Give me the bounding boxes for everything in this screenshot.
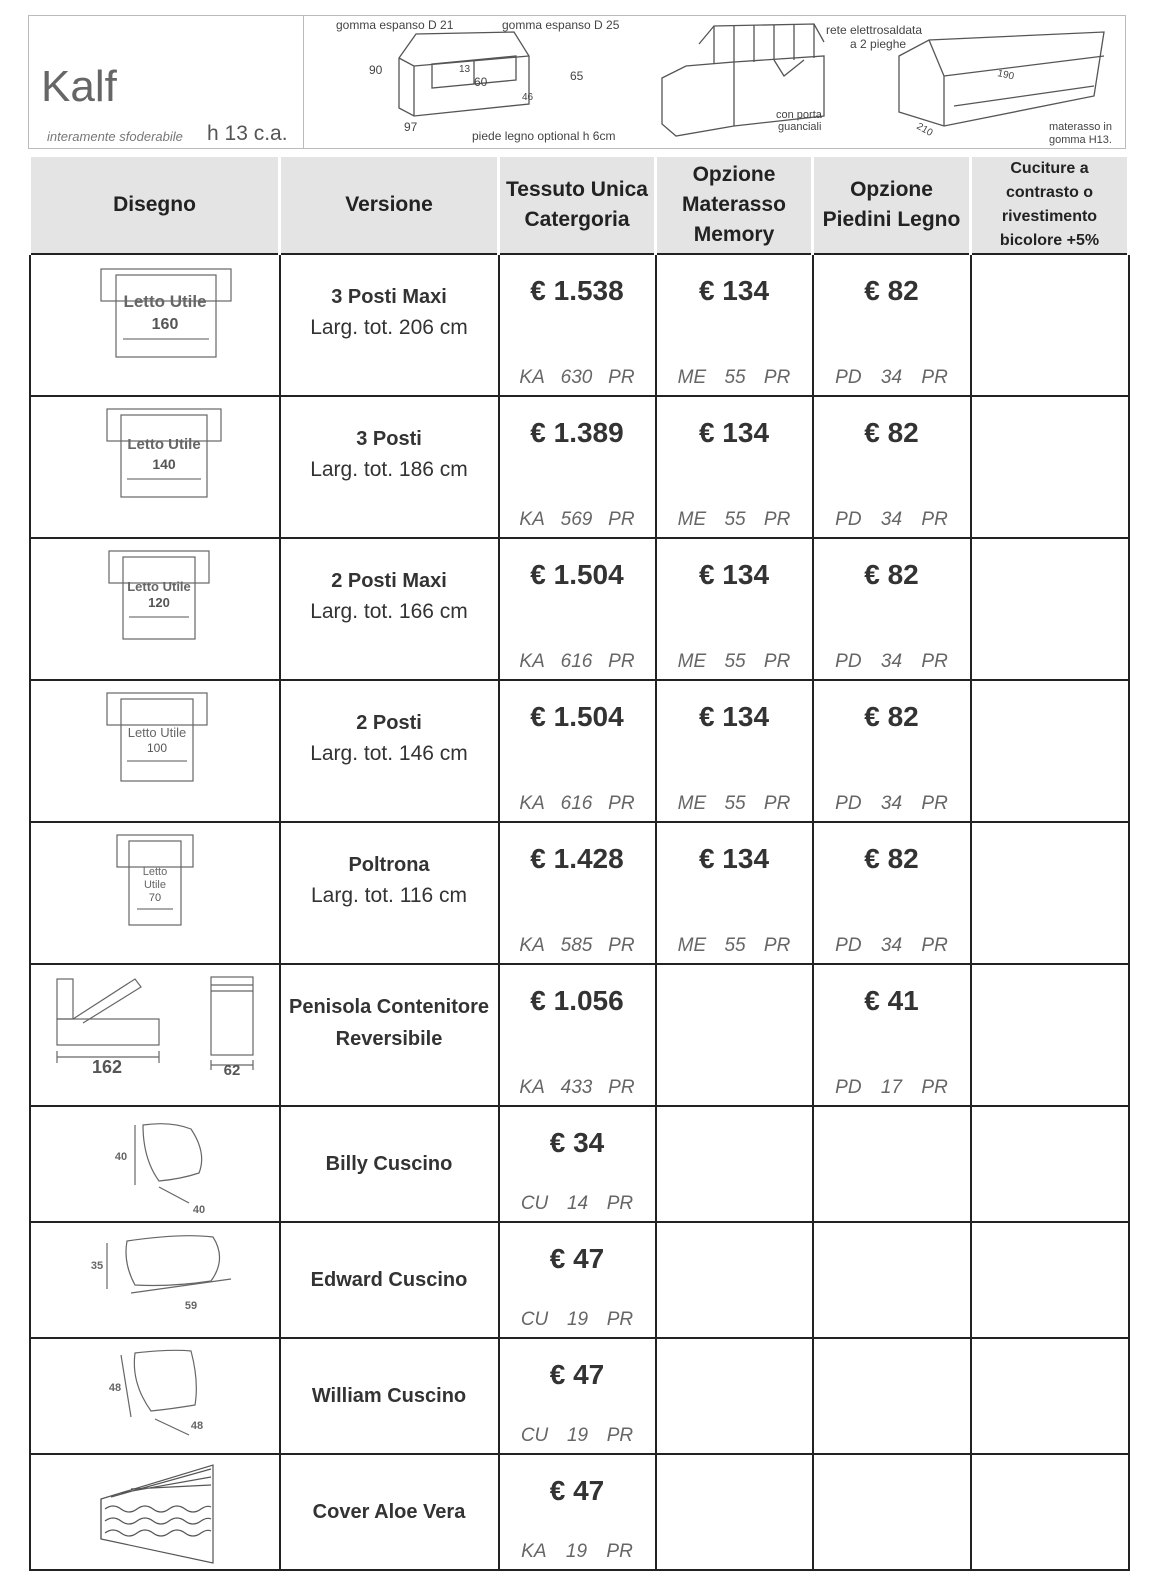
version-name: Billy Cuscino	[325, 1153, 453, 1175]
contrast-cell	[971, 538, 1129, 680]
drawing-number: 100	[146, 741, 167, 755]
drawing-cell	[30, 1106, 280, 1222]
contrast-cell	[971, 964, 1129, 1106]
memory-price: € 134	[698, 701, 770, 732]
feet-code: PD 34 PR	[835, 651, 948, 672]
title-box	[29, 16, 304, 148]
label-net2: a 2 pieghe	[850, 37, 907, 51]
contrast-cell	[971, 680, 1129, 822]
contrast-cell	[971, 1338, 1129, 1454]
fabric-code: KA 19 PR	[521, 1541, 633, 1562]
drawing-cell	[30, 1454, 280, 1570]
label-d60: 60	[474, 75, 488, 89]
drawing-dim-2: 48	[190, 1420, 203, 1432]
col-cuciture: Cuciture a contrasto o rivestimento bicolore +5%	[971, 157, 1129, 254]
version-name: William Cuscino	[311, 1385, 467, 1407]
label-foam21: gomma espanso D 21	[336, 18, 454, 32]
feet-cell-empty	[813, 1338, 971, 1454]
version-name: Cover Aloe Vera	[312, 1501, 466, 1523]
drawing-number: 160	[151, 316, 178, 333]
sofa-bed-drawing	[31, 539, 281, 653]
sofa-bed-illustration	[304, 16, 1126, 148]
label-feet: piede legno optional h 6cm	[472, 129, 616, 143]
fabric-code: CU 19 PR	[520, 1309, 634, 1330]
drawing-number: 140	[151, 456, 176, 472]
contrast-cell	[971, 822, 1129, 964]
memory-cell-empty	[656, 1338, 813, 1454]
label-pillow: con porta	[776, 109, 822, 121]
armchair-bed-drawing	[31, 823, 281, 937]
fabric-price: € 1.056	[530, 985, 624, 1016]
fabric-price: € 1.428	[530, 843, 624, 874]
table-row	[30, 396, 1129, 538]
label-d190: 190	[996, 68, 1015, 83]
drawing-label: Letto Utile	[126, 436, 201, 453]
chaise-storage-drawing	[31, 965, 281, 1079]
drawing-label: Letto Utile	[122, 292, 207, 311]
feet-code: PD 34 PR	[835, 793, 948, 814]
fabric-code: KA 616 PR	[519, 793, 635, 814]
memory-code: ME 55 PR	[677, 509, 791, 530]
drawing-cell	[30, 1222, 280, 1338]
contrast-cell	[971, 1454, 1129, 1570]
table-row	[30, 1454, 1129, 1570]
col-disegno: Disegno	[30, 157, 280, 254]
fabric-price: € 47	[549, 1475, 605, 1506]
col-tessuto: Tessuto Unica Catergoria	[499, 157, 656, 254]
drawing-label: Letto Utile	[126, 579, 191, 594]
table-row	[30, 680, 1129, 822]
fabric-price: € 1.504	[530, 559, 624, 590]
fabric-price: € 1.389	[530, 417, 624, 448]
contrast-cell	[971, 254, 1129, 396]
drawing-cell	[30, 822, 280, 964]
feet-price: € 82	[864, 559, 919, 590]
fabric-price: € 1.504	[530, 701, 624, 732]
feet-code: PD 34 PR	[835, 509, 948, 530]
mattress-cover-drawing	[31, 1455, 281, 1569]
label-mattress2: gomma H13.	[1049, 134, 1112, 146]
drawing-dim-1: 40	[114, 1151, 127, 1163]
label-pillow2: guanciali	[778, 121, 822, 133]
feet-code: PD 34 PR	[835, 367, 948, 388]
table-row	[30, 538, 1129, 680]
memory-price: € 134	[698, 559, 770, 590]
header-banner	[28, 15, 1126, 149]
drawing-label: Letto Utile	[127, 725, 186, 740]
memory-code: ME 55 PR	[677, 651, 791, 672]
table-row	[30, 822, 1129, 964]
feet-code: PD 17 PR	[835, 1077, 948, 1098]
table-row	[30, 1106, 1129, 1222]
label-net: rete elettrosaldata	[826, 23, 923, 37]
drawing-cell	[30, 680, 280, 822]
memory-cell-empty	[656, 1106, 813, 1222]
memory-cell-empty	[656, 964, 813, 1106]
memory-cell-empty	[656, 1454, 813, 1570]
feet-code: PD 34 PR	[835, 935, 948, 956]
sofa-bed-drawing	[31, 255, 281, 369]
drawing-dim-1: 35	[90, 1260, 103, 1272]
fabric-code: KA 616 PR	[519, 651, 635, 672]
drawing-dim-1: 162	[91, 1057, 122, 1077]
drawing-number: 70	[148, 892, 161, 904]
version-name: 3 Posti Maxi	[331, 286, 447, 308]
drawing-cell	[30, 396, 280, 538]
label-d13: 13	[459, 64, 471, 75]
fabric-code: KA 569 PR	[519, 509, 635, 530]
version-name: 2 Posti	[356, 712, 422, 734]
memory-price: € 134	[698, 275, 770, 306]
height-note: h 13 c.a.	[207, 122, 288, 145]
label-mattress: materasso in	[1049, 121, 1112, 133]
table-header-row	[30, 157, 1129, 254]
cushion-drawing	[31, 1223, 281, 1337]
contrast-cell	[971, 1222, 1129, 1338]
drawing-dim-2: 40	[192, 1204, 205, 1216]
drawing-cell	[30, 254, 280, 396]
version-width: Larg. tot. 146 cm	[310, 742, 468, 765]
version-name: 3 Posti	[356, 428, 422, 450]
contrast-cell	[971, 396, 1129, 538]
drawing-dim-1: 48	[108, 1382, 121, 1394]
version-name: 2 Posti Maxi	[331, 570, 447, 592]
memory-price: € 134	[698, 843, 770, 874]
version-width: Larg. tot. 166 cm	[310, 600, 468, 623]
fabric-price: € 1.538	[530, 275, 624, 306]
sofa-bed-drawing	[31, 397, 281, 511]
version-name: Poltrona	[348, 854, 430, 876]
fabric-code: CU 14 PR	[520, 1193, 634, 1214]
memory-cell-empty	[656, 1222, 813, 1338]
label-d210: 210	[914, 121, 935, 139]
version-width: Larg. tot. 186 cm	[310, 458, 468, 481]
drawing-cell	[30, 538, 280, 680]
col-piedini: Opzione Piedini Legno	[813, 157, 971, 254]
memory-code: ME 55 PR	[677, 935, 791, 956]
cushion-drawing	[31, 1107, 281, 1221]
fabric-code: KA 630 PR	[519, 367, 635, 388]
col-materasso: Opzione Materasso Memory	[656, 157, 813, 254]
label-foam25: gomma espanso D 25	[502, 18, 620, 32]
table-row	[30, 1222, 1129, 1338]
drawing-label-1: Letto	[142, 866, 167, 878]
memory-price: € 134	[698, 417, 770, 448]
memory-code: ME 55 PR	[677, 793, 791, 814]
sofa-bed-drawing	[31, 681, 281, 795]
fabric-code: KA 585 PR	[519, 935, 635, 956]
drawing-number: 120	[147, 595, 170, 610]
label-d97: 97	[404, 120, 418, 134]
version-name: Penisola Contenitore	[288, 996, 490, 1018]
brand-name: Kalf	[41, 62, 117, 111]
table-row	[30, 964, 1129, 1106]
feet-price: € 82	[864, 701, 919, 732]
label-d46: 46	[522, 92, 534, 103]
drawing-label-2: Utile	[143, 879, 166, 891]
price-table	[28, 157, 1127, 1571]
fabric-code: CU 19 PR	[520, 1425, 634, 1446]
contrast-cell	[971, 1106, 1129, 1222]
fabric-price: € 34	[549, 1127, 605, 1158]
version-width: Larg. tot. 206 cm	[310, 316, 468, 339]
drawing-dim-2: 59	[184, 1300, 197, 1312]
cushion-drawing	[31, 1339, 281, 1453]
version-name-2: Reversibile	[335, 1028, 443, 1050]
feet-price: € 82	[864, 275, 919, 306]
fabric-code: KA 433 PR	[519, 1077, 635, 1098]
col-versione: Versione	[280, 157, 499, 254]
label-d90: 90	[369, 63, 383, 77]
drawing-dim-2: 62	[223, 1062, 240, 1079]
feet-price: € 41	[864, 985, 919, 1016]
table-row	[30, 1338, 1129, 1454]
feet-cell-empty	[813, 1222, 971, 1338]
drawing-cell	[30, 964, 280, 1106]
version-name: Edward Cuscino	[310, 1269, 468, 1291]
fabric-price: € 47	[549, 1243, 605, 1274]
version-width: Larg. tot. 116 cm	[310, 884, 468, 907]
drawing-cell	[30, 1338, 280, 1454]
feet-price: € 82	[864, 843, 919, 874]
memory-code: ME 55 PR	[677, 367, 791, 388]
table-row	[30, 254, 1129, 396]
brand-subtitle: interamente sfoderabile	[47, 129, 183, 144]
label-d65: 65	[570, 69, 584, 83]
feet-cell-empty	[813, 1106, 971, 1222]
feet-cell-empty	[813, 1454, 971, 1570]
fabric-price: € 47	[549, 1359, 605, 1390]
feet-price: € 82	[864, 417, 919, 448]
